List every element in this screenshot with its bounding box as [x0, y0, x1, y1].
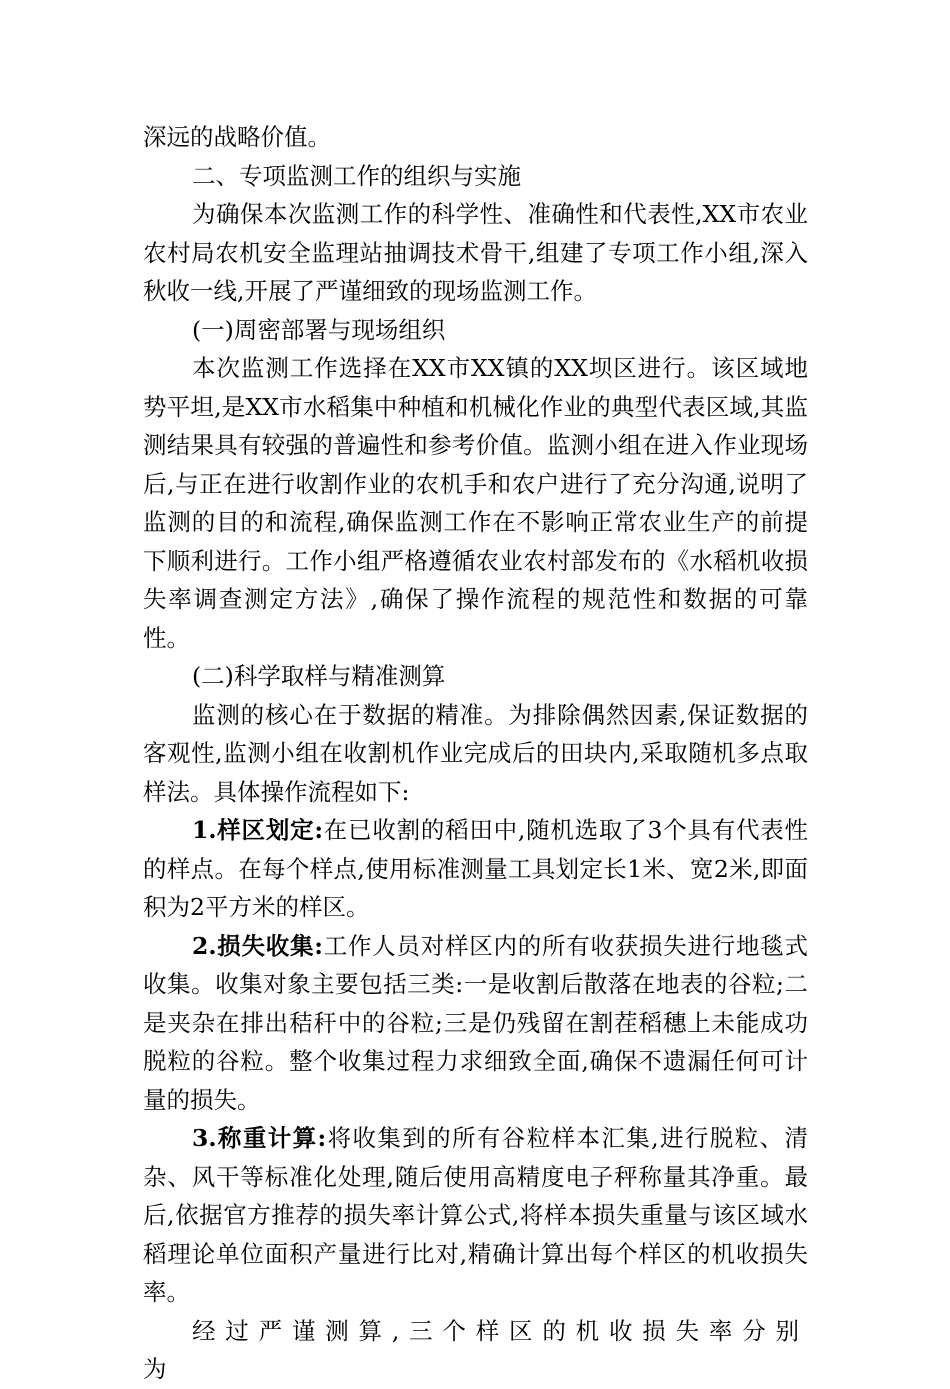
section-heading: 二、专项监测工作的组织与实施: [192, 161, 521, 190]
list-item-3: [143, 1119, 808, 1312]
paragraph-deployment: 本次监测工作选择在XX市XX镇的XX坝区进行。该区域地势平坦,是XX市水稻集中种植和机械化作业的典型代表区域,其监测结果具有较强的普遍性和参考价值。监测小组在进入作业现场后,与正在进行收割作业的农机手和农户进行了充分沟通,说明了监测的目的和流程,确保监测工作在不影响正常农业生产的前提下顺利进行。工作小组严格遵循农业农村部发布的《水稻机收损失率调查测定方法》,确保了操作流程的规范性和数据的可靠性。: [143, 354, 808, 652]
subsection-heading-1: (一)周密部署与现场组织: [192, 315, 446, 344]
subsection-heading-2: (二)科学取样与精准测算: [192, 662, 446, 690]
paragraph-result: 经过严谨测算,三个样区的机收损失率分别为: [143, 1316, 808, 1383]
list-item-1: [143, 811, 808, 927]
list-item-1-lead: 1.样区划定:: [192, 816, 324, 844]
list-item-2-text: 工作人员对样区内的所有收获损失进行地毯式收集。收集对象主要包括三类:一是收割后散落在地表的谷粒;二是夹杂在排出秸秆中的谷粒;三是仍残留在割茬稻穗上未能成功脱粒的谷粒。整个收集过程力求细致全面,确保不遗漏任何可计量的损失。: [143, 931, 808, 1114]
paragraph-continuation: 深远的战略价值。: [143, 123, 331, 151]
paragraph-intro: 为确保本次监测工作的科学性、准确性和代表性,XX市农业农村局农机安全监理站抽调技术骨干,组建了专项工作小组,深入秋收一线,开展了严谨细致的现场监测工作。: [143, 200, 808, 305]
list-item-3-lead: 3.称重计算:: [192, 1124, 327, 1152]
list-item-1-text: 在已收割的稻田中,随机选取了3个具有代表性的样点。在每个样点,使用标准测量工具划定长1米、宽2米,即面积为2平方米的样区。: [143, 816, 808, 921]
list-item-3-text: 将收集到的所有谷粒样本汇集,进行脱粒、清杂、风干等标准化处理,随后使用高精度电子秤称量其净重。最后,依据官方推荐的损失率计算公式,将样本损失重量与该区域水稻理论单位面积产量进行比对,精确计算出每个样区的机收损失率。: [143, 1124, 808, 1306]
paragraph-sampling: 监测的核心在于数据的精准。为排除偶然因素,保证数据的客观性,监测小组在收割机作业完成后的田块内,采取随机多点取样法。具体操作流程如下:: [143, 700, 808, 806]
document-page: [143, 118, 808, 1389]
list-item-2-lead: 2.损失收集:: [192, 931, 323, 960]
list-item-2: [143, 927, 808, 1120]
